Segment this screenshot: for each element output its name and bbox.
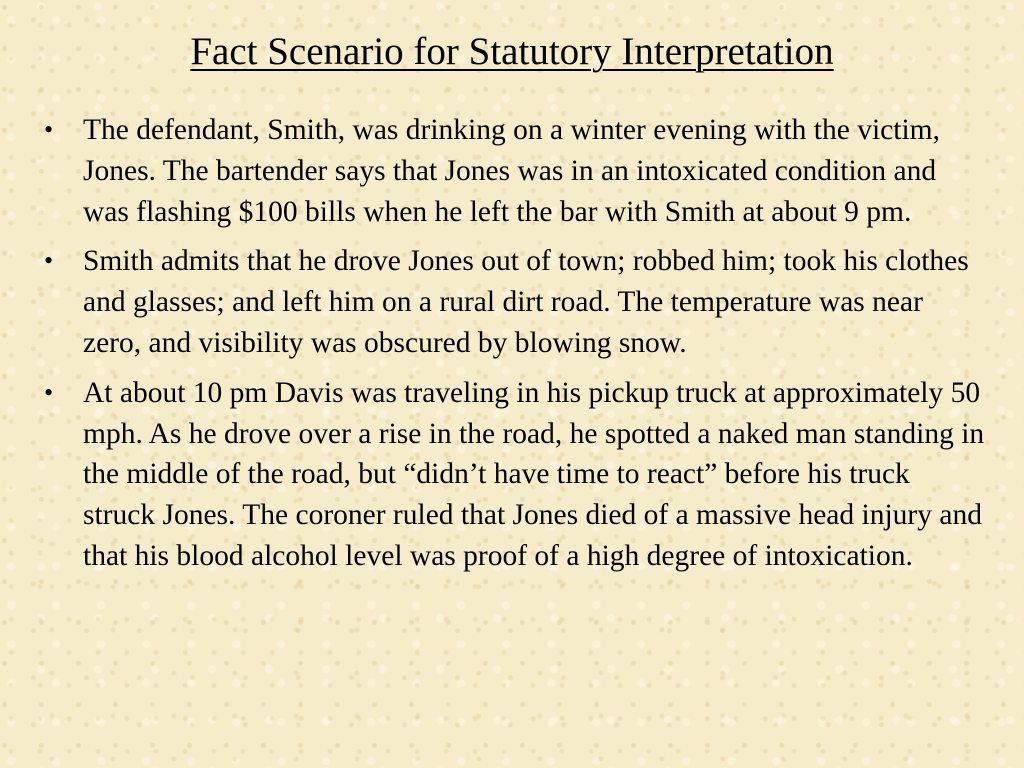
bullet-text-2: Smith admits that he drove Jones out of town; robbed him; took his clothes and glasses; and left him on a rural dirt road. The temperature was near zero, and visibility was obscured by blowing snow.: [83, 245, 969, 359]
bullet-item-2: [0, 241, 1024, 363]
bullet-icon: •: [44, 377, 54, 407]
bullet-item-1: [0, 110, 1024, 232]
bullet-icon: •: [44, 115, 54, 144]
slide-title: Fact Scenario for Statutory Interpretation: [190, 30, 834, 73]
bullet-item-3: [0, 373, 1024, 577]
bullet-text-1: The defendant, Smith, was drinking on a winter evening with the victim, Jones. The bartender says that Jones was in an intoxicated condition and was flashing $100 bills when he left the bar with Smith at about 9 pm.: [83, 114, 940, 228]
bullet-text-3: At about 10 pm Davis was traveling in his pickup truck at approximately 50 mph. As he drove over a rise in the road, he spotted a naked man standing in the middle of the road, but “didn’t have time to react” before his truck struck Jones. The coroner ruled that Jones died of a massive head injury and that his blood alcohol level was proof of a high degree of intoxication.: [83, 376, 985, 572]
bullet-icon: •: [44, 246, 54, 276]
bullet-list: [0, 110, 1024, 586]
